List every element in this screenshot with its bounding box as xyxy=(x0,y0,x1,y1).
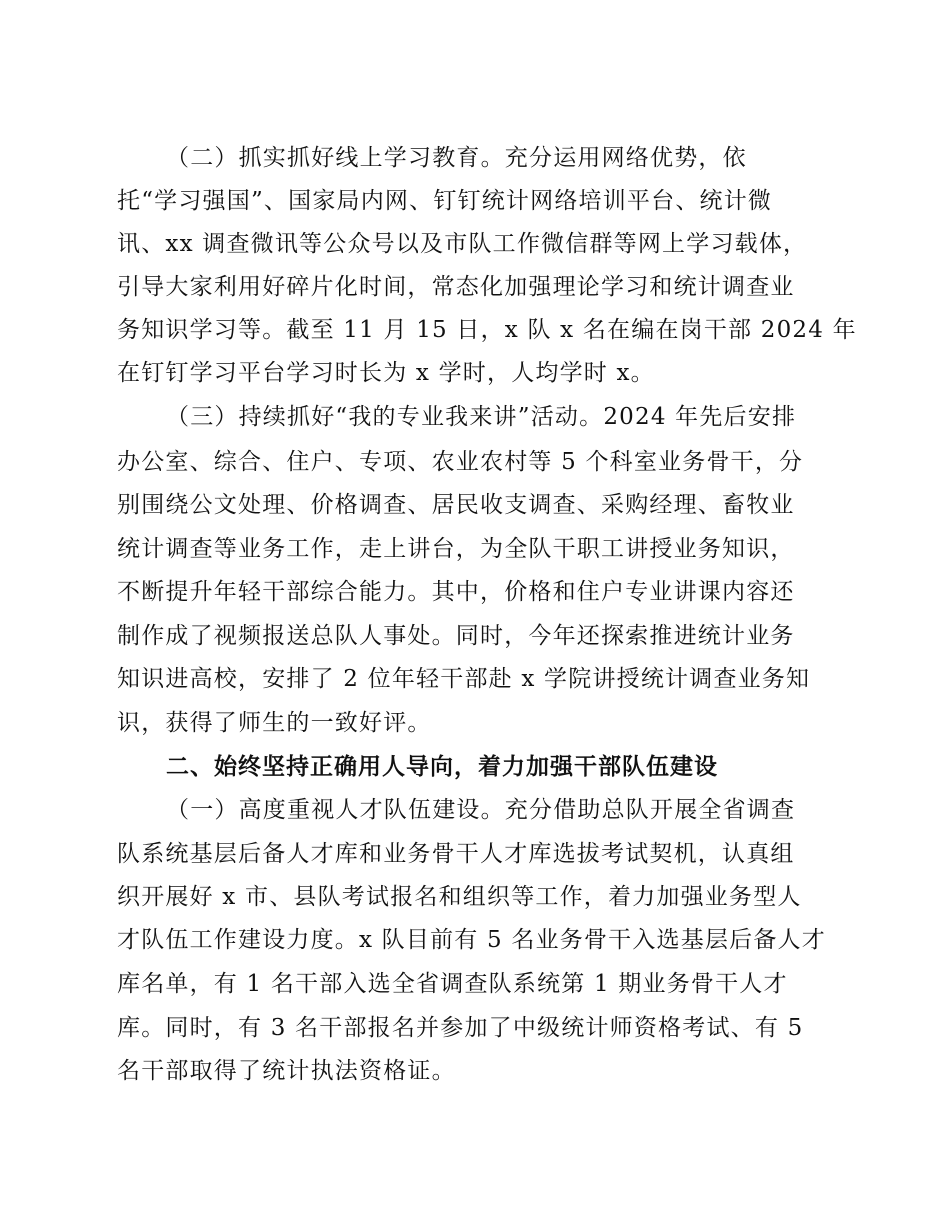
paragraph-line: 库。同时，有 3 名干部报名并参加了中级统计师资格考试、有 5 xyxy=(117,1015,804,1041)
paragraph-line: 不断提升年轻干部综合能力。其中，价格和住户专业讲课内容还 xyxy=(117,579,795,605)
paragraph-line: （三）持续抓好“我的专业我来讲”活动。2024 年先后安排 xyxy=(166,404,797,430)
paragraph-line: （二）抓实抓好线上学习教育。充分运用网络优势，依 xyxy=(166,145,747,171)
paragraph-line: 才队伍工作建设力度。x 队目前有 5 名业务骨干入选基层后备人才 xyxy=(117,927,826,953)
paragraph-line: 托“学习强国”、国家局内网、钉钉统计网络培训平台、统计微 xyxy=(117,188,773,214)
paragraph-line: 别围绕公文处理、价格调查、居民收支调查、采购经理、畜牧业 xyxy=(117,492,795,518)
paragraph-line: 库名单，有 1 名干部入选全省调查队系统第 1 期业务骨干人才 xyxy=(117,971,788,997)
paragraph-line: 队系统基层后备人才库和业务骨干人才库选拔考试契机，认真组 xyxy=(117,841,795,867)
paragraph-line: 识，获得了师生的一致好评。 xyxy=(117,710,432,736)
paragraph-line: 务知识学习等。截至 11 月 15 日，x 队 x 名在编在岗干部 2024 年 xyxy=(117,317,857,343)
paragraph-line: 制作成了视频报送总队人事处。同时，今年还探索推进统计业务 xyxy=(117,623,795,649)
paragraph-line: 办公室、综合、住户、专项、农业农村等 5 个科室业务骨干，分 xyxy=(117,449,804,475)
paragraph-line: 讯、xx 调查微讯等公众号以及市队工作微信群等网上学习载体， xyxy=(117,231,808,257)
paragraph-line: 在钉钉学习平台学习时长为 x 学时，人均学时 x。 xyxy=(117,360,655,386)
paragraph-line: 织开展好 x 市、县队考试报名和组织等工作，着力加强业务型人 xyxy=(117,884,802,910)
paragraph-line: 引导大家利用好碎片化时间，常态化加强理论学习和统计调查业 xyxy=(117,274,795,300)
paragraph-line: 统计调查等业务工作，走上讲台，为全队干职工讲授业务知识， xyxy=(117,536,795,562)
paragraph-line: 知识进高校，安排了 2 位年轻干部赴 x 学院讲授统计调查业务知 xyxy=(117,666,811,692)
paragraph-line: 名干部取得了统计执法资格证。 xyxy=(117,1058,456,1084)
section-heading: 二、始终坚持正确用人导向，着力加强干部队伍建设 xyxy=(166,754,718,780)
paragraph-line: （一）高度重视人才队伍建设。充分借助总队开展全省调查 xyxy=(166,797,796,823)
